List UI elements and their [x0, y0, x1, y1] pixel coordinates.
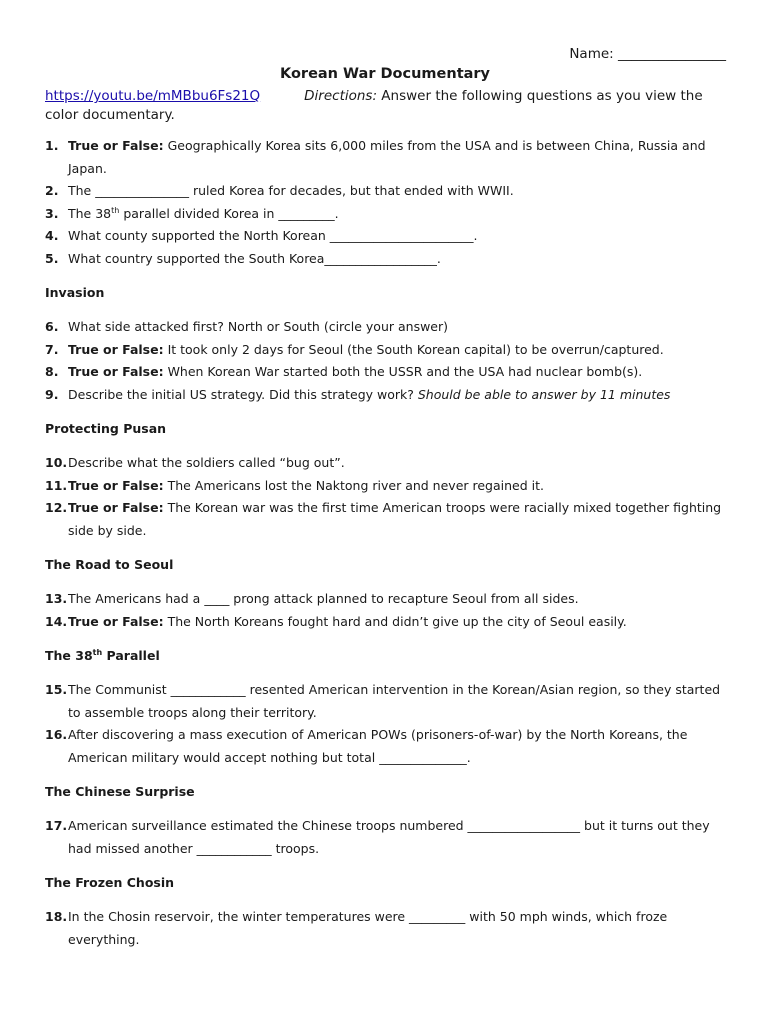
- question-number: 1.: [45, 138, 59, 153]
- question-text-end: parallel divided Korea in _________.: [119, 205, 339, 221]
- question-13: [45, 588, 725, 611]
- questions: [45, 135, 725, 951]
- question-number: 10.: [45, 455, 68, 470]
- section-heading-seoul: The Road to Seoul: [45, 557, 174, 572]
- question-number: 5.: [45, 250, 59, 266]
- question-9: [45, 384, 725, 407]
- question-text: What country supported the South Korea__________________.: [68, 250, 441, 266]
- question-7: [45, 339, 725, 362]
- question-text: What side attacked first? North or South (circle your answer): [68, 319, 449, 334]
- question-number: 2.: [45, 183, 59, 198]
- question-text: American surveillance estimated the Chinese troops numbered __________________ but it turns out they had missed another ____________ troops.: [68, 818, 710, 856]
- question-18: [45, 906, 725, 951]
- page-title: Korean War Documentary: [279, 66, 491, 82]
- question-15: [45, 679, 725, 724]
- ordinal-suffix: th: [111, 205, 120, 215]
- true-false-label: True or False:: [68, 364, 164, 379]
- question-text: The _______________ ruled Korea for decades, but that ended with WWII.: [68, 183, 514, 198]
- question-text: Geographically Korea sits 6,000 miles from the USA and is between China, Russia and Japan.: [68, 138, 706, 176]
- section-heading-chinese-surprise: The Chinese Surprise: [45, 784, 195, 799]
- question-number: 4.: [45, 228, 59, 243]
- question-text: The Americans lost the Naktong river and never regained it.: [163, 477, 544, 493]
- question-text: The Korean war was the first time American troops were racially mixed together fighting side by side.: [68, 500, 722, 538]
- question-number: 16.: [45, 727, 68, 742]
- section-heading-frozen-chosin: The Frozen Chosin: [45, 875, 175, 890]
- question-3: [45, 203, 725, 226]
- question-number: 3.: [45, 205, 59, 221]
- question-text: Describe what the soldiers called “bug out”.: [68, 455, 345, 470]
- question-number: 17.: [45, 818, 68, 833]
- question-text: The Americans had a ____ prong attack planned to recapture Seoul from all sides.: [68, 591, 579, 606]
- question-6: [45, 316, 725, 339]
- question-text: In the Chosin reservoir, the winter temperatures were _________ with 50 mph winds, which froze everything.: [68, 909, 668, 947]
- question-number: 12.: [45, 500, 68, 515]
- question-text: The North Koreans fought hard and didn’t give up the city of Seoul easily.: [163, 613, 627, 629]
- question-text: The 38: [68, 205, 112, 221]
- true-false-label: True or False:: [68, 613, 164, 629]
- true-false-label: True or False:: [68, 477, 164, 493]
- question-1: [45, 135, 725, 180]
- question-text: What county supported the North Korean _______________________.: [68, 228, 478, 243]
- question-number: 15.: [45, 682, 68, 697]
- true-false-label: True or False:: [68, 138, 164, 153]
- question-text: After discovering a mass execution of American POWs (prisoners-of-war) by the North Koreans, the American military would accept nothing but total ______________.: [68, 727, 688, 765]
- question-4: [45, 225, 725, 248]
- link-directions-row: [45, 87, 725, 125]
- question-number: 6.: [45, 319, 59, 334]
- section-heading-38th-parallel: The 38th Parallel: [45, 647, 160, 663]
- question-number: 18.: [45, 909, 68, 924]
- question-17: [45, 815, 725, 860]
- name-field[interactable]: Name: ________________: [569, 46, 726, 62]
- question-14: [45, 611, 725, 634]
- true-false-label: True or False:: [68, 500, 164, 515]
- question-10: [45, 452, 725, 475]
- question-5: [45, 248, 725, 271]
- time-hint: Should be able to answer by 11 minutes: [417, 386, 671, 402]
- ordinal-suffix: th: [92, 647, 103, 657]
- question-12: [45, 497, 725, 542]
- question-2: [45, 180, 725, 203]
- question-number: 14.: [45, 613, 68, 629]
- question-text: Describe the initial US strategy. Did this strategy work?: [68, 386, 418, 402]
- documentary-link[interactable]: https://youtu.be/mMBbu6Fs21Q: [45, 88, 261, 104]
- directions-text: Answer the following questions as you view the color documentary.: [45, 88, 703, 123]
- question-text: It took only 2 days for Seoul (the South Korean capital) to be overrun/captured.: [163, 341, 664, 357]
- question-number: 8.: [45, 364, 59, 379]
- section-heading-pusan: Protecting Pusan: [45, 421, 167, 436]
- question-number: 11.: [45, 477, 68, 493]
- question-text: When Korean War started both the USSR and the USA had nuclear bomb(s).: [163, 364, 643, 379]
- directions-label: Directions:: [304, 88, 378, 104]
- question-number: 9.: [45, 386, 59, 402]
- section-heading-invasion: Invasion: [45, 285, 105, 300]
- question-number: 13.: [45, 591, 68, 606]
- question-text: The Communist ____________ resented American intervention in the Korean/Asian region, so they started to assemble troops along their territory.: [68, 682, 721, 720]
- question-11: [45, 475, 725, 498]
- question-number: 7.: [45, 341, 59, 357]
- question-8: [45, 361, 725, 384]
- true-false-label: True or False:: [68, 341, 164, 357]
- question-16: [45, 724, 725, 769]
